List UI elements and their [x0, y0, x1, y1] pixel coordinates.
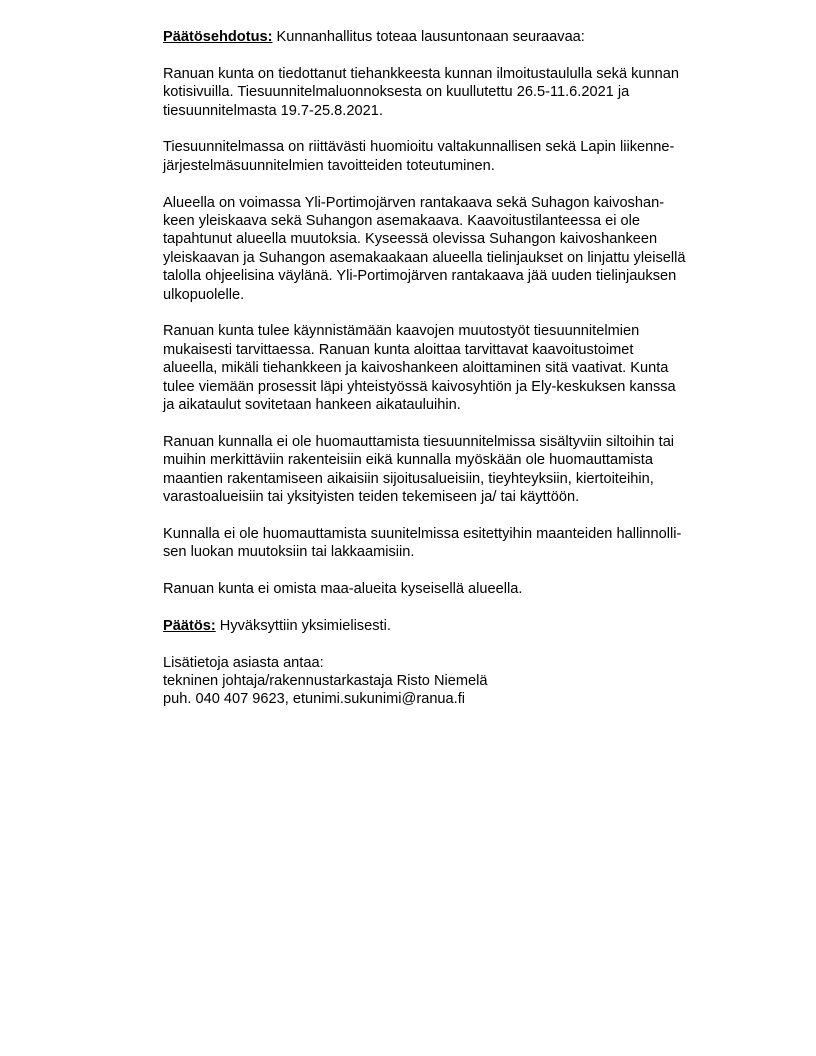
contact-person: tekninen johtaja/rakennustarkastaja Risto Niemelä: [163, 673, 488, 690]
text-line: muihin merkittäviin rakenteisiin eikä kunnalla myöskään ole huomauttamista: [163, 452, 653, 469]
contact-heading: Lisätietoja asiasta antaa:: [163, 654, 324, 671]
text-line: Ranuan kunta on tiedottanut tiehankkeesta kunnan ilmoitustaululla sekä kunnan: [163, 65, 680, 82]
decision-label: Päätös:: [163, 617, 216, 634]
text-line: tiesuunnitelmasta 19.7-25.8.2021.: [163, 102, 383, 119]
proposal-text: Kunnanhallitus toteaa lausuntonaan seuraavaa:: [272, 29, 585, 45]
text-line: ja aikataulut sovitetaan hankeen aikatauluihin.: [163, 397, 461, 414]
text-line: tulee viemään prosessit läpi yhteistyössä kaivosyhtiön ja Ely-keskuksen kanssa: [163, 378, 676, 395]
paragraph-zoning-changes: [163, 322, 743, 414]
text-line: Ranuan kunnalla ei ole huomauttamista tiesuunnitelmissa sisältyviin siltoihin tai: [163, 433, 675, 450]
text-line: maantien rakentamiseen aikaisiin sijoitusalueisiin, tieyhteyksiin, kiertoiteihin,: [163, 470, 654, 487]
text-line: Alueella on voimassa Yli-Portimojärven rantakaava sekä Suhagon kaivoshan-: [163, 194, 665, 211]
text-line: kotisivuilla. Tiesuunnitelmaluonnoksesta on kuullutettu 26.5-11.6.2021 ja: [163, 84, 630, 101]
paragraph-announcement: [163, 65, 743, 120]
text-line: tapahtunut alueella muutoksia. Kyseessä olevissa Suhangon kaivoshankeen: [163, 231, 658, 248]
contact-phone-email: puh. 040 407 9623, etunimi.sukunimi@ranua.fi: [163, 691, 466, 708]
text-line: Ranuan kunta tulee käynnistämään kaavojen muutostyöt tiesuunnitelmien: [163, 323, 640, 340]
text-line: sen luokan muutoksiin tai lakkaamisiin.: [163, 544, 415, 561]
contact-block: [163, 654, 743, 709]
paragraph-road-classes: [163, 525, 743, 562]
decision-paragraph: [163, 617, 743, 635]
decision-text: Hyväksyttiin yksimielisesti.: [215, 617, 391, 634]
text-line: keen yleiskaava sekä Suhangon asemakaava. Kaavoitustilanteessa ei ole: [163, 213, 641, 230]
text-line: alueella, mikäli tiehankkeen ja kaivoshankeen aloittaminen sitä vaativat. Kunta: [163, 360, 669, 377]
paragraph-transport-plan: [163, 138, 743, 175]
paragraph-zoning: [163, 194, 743, 304]
text-line: Ranuan kunta ei omista maa-alueita kyseisellä alueella.: [163, 581, 523, 598]
text-line: Tiesuunnitelmassa on riittävästi huomioitu valtakunnallisen sekä Lapin liikenne-: [163, 139, 675, 156]
text-line: järjestelmäsuunnitelmien tavoitteiden toteutuminen.: [163, 157, 495, 174]
paragraph-structures: [163, 433, 743, 507]
text-line: Kunnalla ei ole huomauttamista suunitelmissa esitettyihin maanteiden hallinnolli-: [163, 525, 682, 542]
text-line: mukaisesti tarvittaessa. Ranuan kunta aloittaa tarvittavat kaavoitustoimet: [163, 341, 634, 358]
text-line: yleiskaavan ja Suhangon asemakaakaan alueella tielinjaukset on linjattu yleisellä: [163, 249, 686, 266]
text-line: ulkopuolelle.: [163, 286, 245, 303]
paragraph-land-ownership: [163, 580, 743, 598]
text-line: talolla ohjeelisina väylänä. Yli-Portimojärven rantakaava jää uuden tielinjauksen: [163, 268, 677, 285]
text-line: varastoalueisiin tai yksityisten teiden tekemiseen ja/ tai käyttöön.: [163, 489, 580, 506]
proposal-paragraph: [163, 28, 743, 46]
proposal-label: Päätösehdotus:: [163, 29, 273, 45]
document-page: [163, 28, 743, 727]
